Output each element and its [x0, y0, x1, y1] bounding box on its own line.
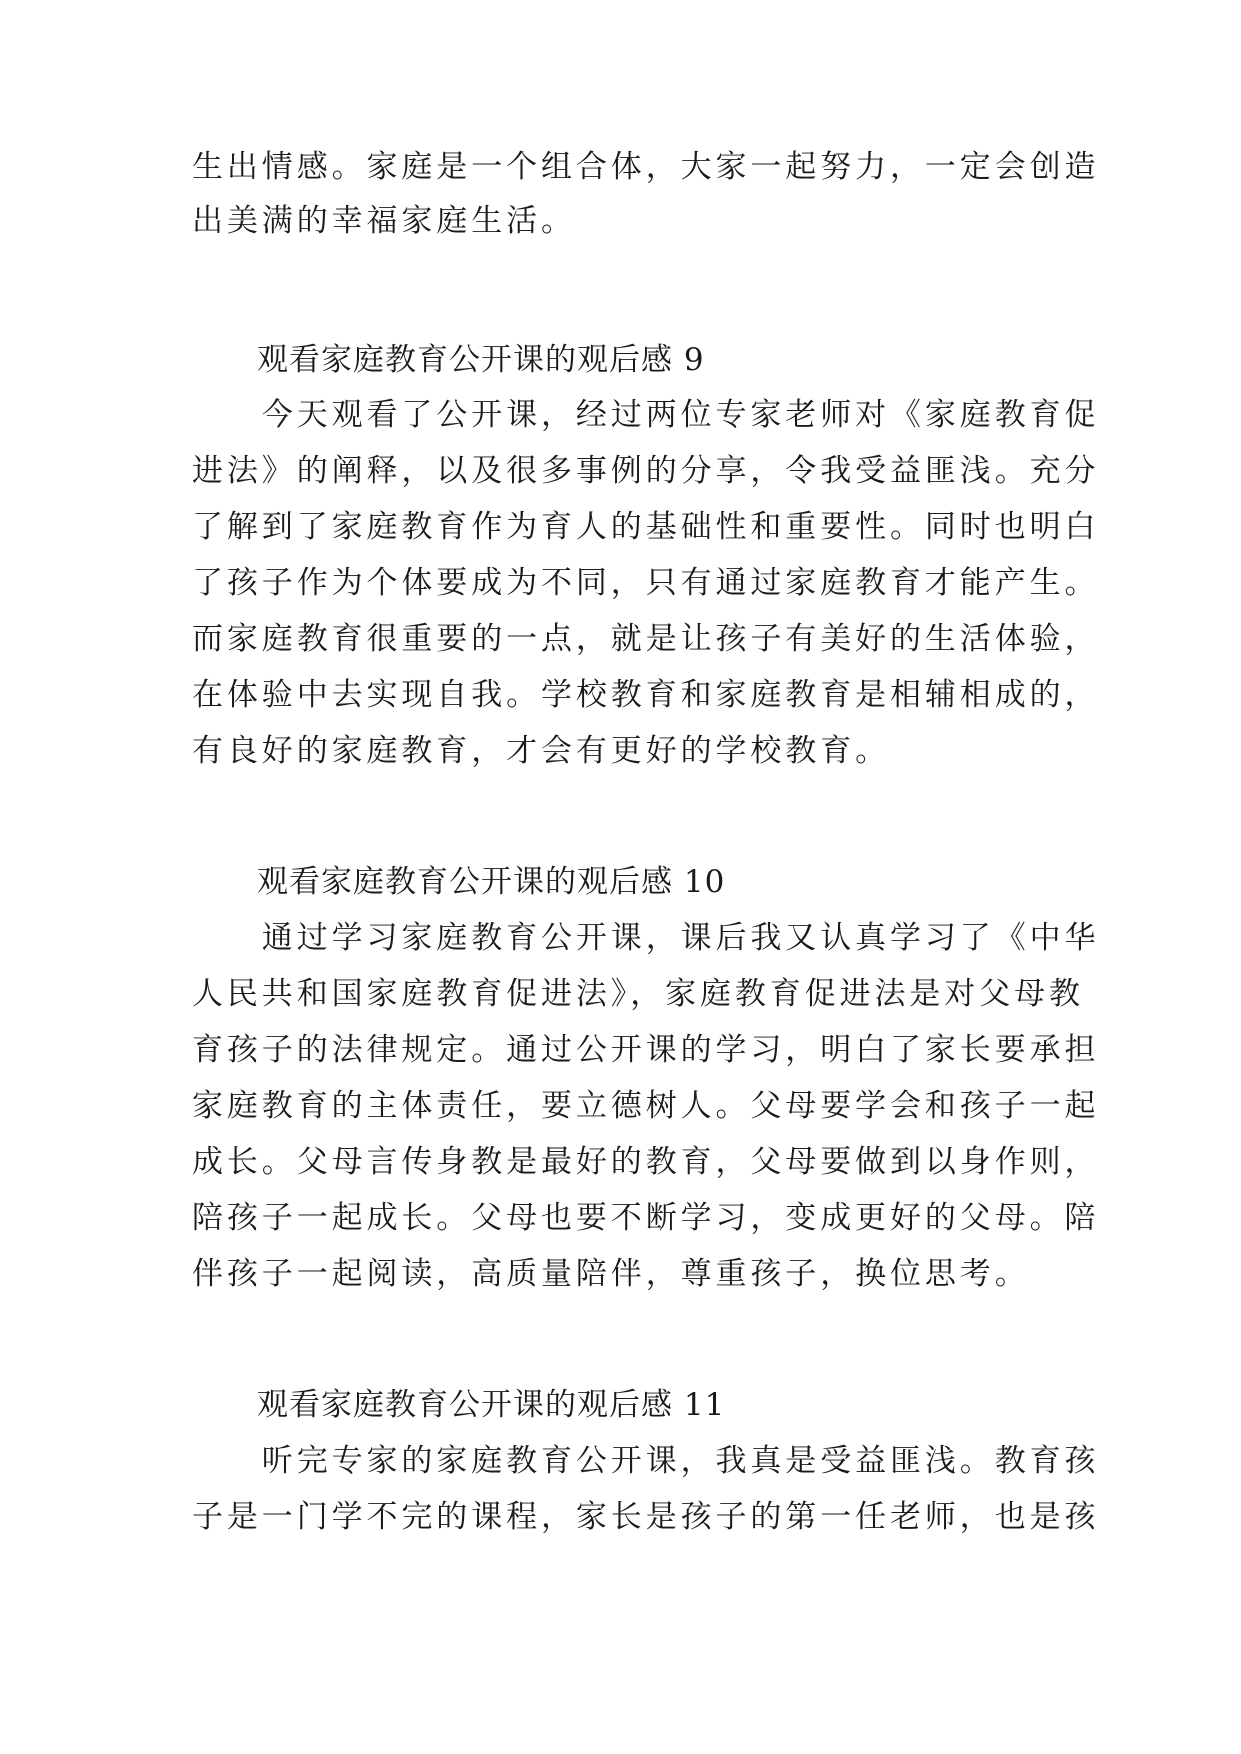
text-line: 成长。父母言传身教是最好的教育，父母要做到以身作则， — [192, 1144, 1100, 1180]
text-line: 在体验中去实现自我。学校教育和家庭教育是相辅相成的， — [192, 677, 1100, 713]
text-line: 今天观看了公开课，经过两位专家老师对《家庭教育促 — [192, 397, 1100, 433]
text-line: 而家庭教育很重要的一点，就是让孩子有美好的生活体验， — [192, 621, 1100, 657]
text-line: 听完专家的家庭教育公开课，我真是受益匪浅。教育孩 — [192, 1443, 1100, 1479]
text-line: 通过学习家庭教育公开课，课后我又认真学习了《中华 — [192, 920, 1100, 956]
text-line: 人民共和国家庭教育促进法》，家庭教育促进法是对父母教 — [192, 976, 1084, 1012]
text-line: 伴孩子一起阅读，高质量陪伴，尊重孩子，换位思考。 — [192, 1256, 1030, 1292]
section-heading: 观看家庭教育公开课的观后感 9 — [257, 342, 705, 378]
section-heading: 观看家庭教育公开课的观后感 11 — [257, 1387, 726, 1423]
text-line: 家庭教育的主体责任，要立德树人。父母要学会和孩子一起 — [192, 1088, 1100, 1124]
text-line: 生出情感。家庭是一个组合体，大家一起努力，一定会创造 — [192, 149, 1100, 185]
text-line: 了孩子作为个体要成为不同，只有通过家庭教育才能产生。 — [192, 565, 1100, 601]
text-line: 育孩子的法律规定。通过公开课的学习，明白了家长要承担 — [192, 1032, 1100, 1068]
text-line: 了解到了家庭教育作为育人的基础性和重要性。同时也明白 — [192, 509, 1100, 545]
section-heading: 观看家庭教育公开课的观后感 10 — [257, 864, 726, 900]
text-line: 进法》的阐释，以及很多事例的分享，令我受益匪浅。充分 — [192, 453, 1100, 489]
text-line: 陪孩子一起成长。父母也要不断学习，变成更好的父母。陪 — [192, 1200, 1100, 1236]
text-line: 出美满的幸福家庭生活。 — [192, 203, 576, 239]
text-line: 有良好的家庭教育，才会有更好的学校教育。 — [192, 733, 890, 769]
text-line: 子是一门学不完的课程，家长是孩子的第一任老师，也是孩 — [192, 1499, 1100, 1535]
